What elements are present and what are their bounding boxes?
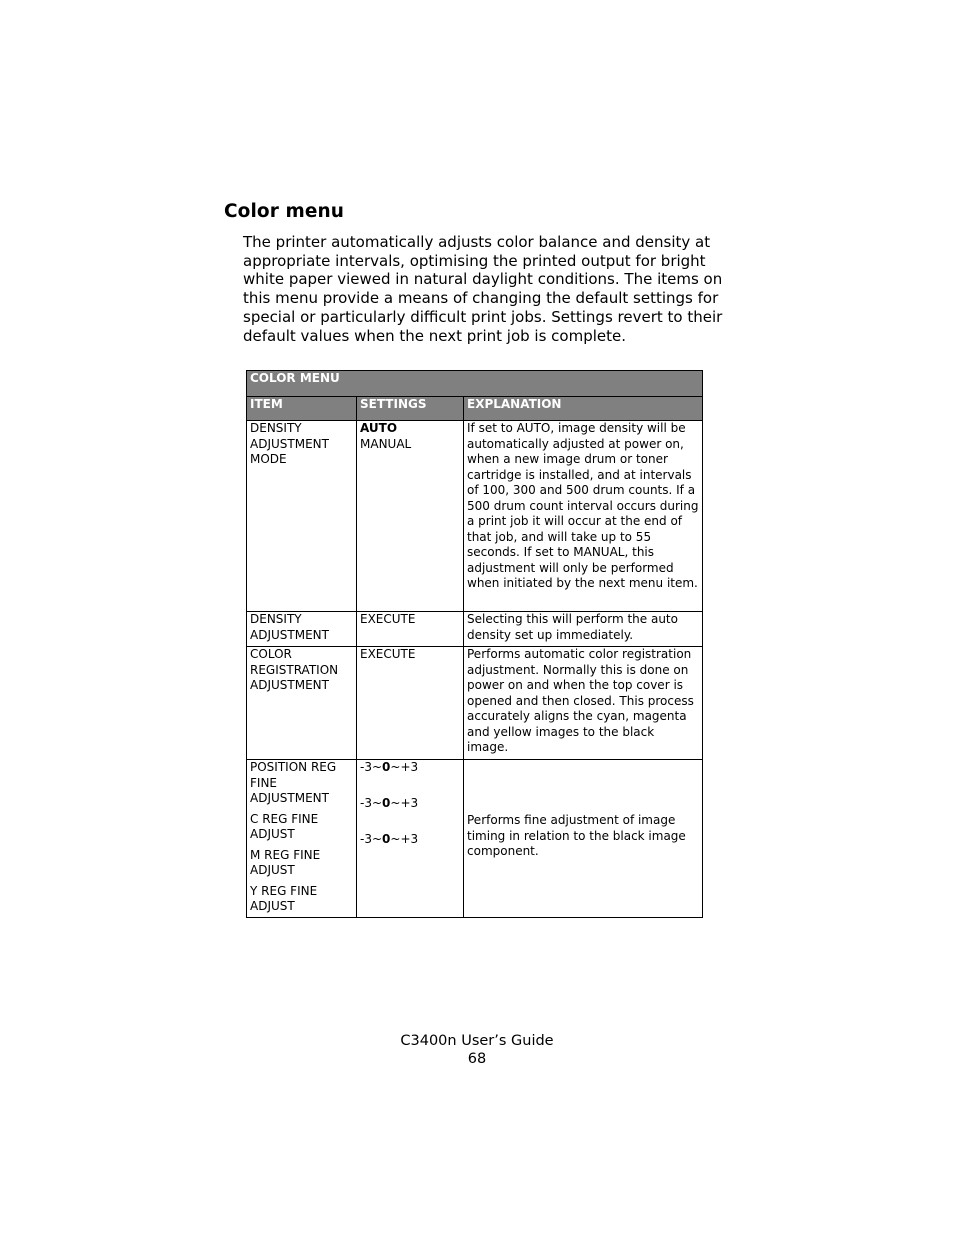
explanation-cell: Performs fine adjustment of image timing in relation to the black image component. <box>464 760 703 918</box>
column-header-explanation: EXPLANATION <box>464 397 703 421</box>
sub-item: C REG FINE ADJUST <box>250 811 319 841</box>
sub-item: POSITION REG FINE ADJUSTMENT <box>250 760 337 805</box>
sub-item: M REG FINE ADJUST <box>250 847 321 877</box>
item-cell: DENSITY ADJUSTMENT MODE <box>247 421 357 612</box>
table-header-row <box>247 397 703 421</box>
item-cell: DENSITY ADJUSTMENT <box>247 612 357 647</box>
explanation-cell: Performs automatic color registration adjustment. Normally this is done on power on and when the top cover is opened and then closed. This process accurately aligns the cyan, magenta and yellow images to the black image. <box>464 647 703 760</box>
page-number: 68 <box>467 1050 487 1067</box>
table-row <box>247 612 703 647</box>
settings-cell <box>357 421 464 612</box>
table-title: COLOR MENU <box>247 371 703 397</box>
page-footer <box>0 1033 954 1068</box>
table-row <box>247 760 703 918</box>
explanation-cell: If set to AUTO, image density will be automatically adjusted at power on, when a new image drum or toner cartridge is installed, and at intervals of 100, 300 and 500 drum counts. If a 500 drum count interval occurs during a print job it will occur at the end of that job, and will take up to 55 seconds. If set to MANUAL, this adjustment will only be performed when initiated by the next menu item. <box>464 421 703 612</box>
column-header-item: ITEM <box>247 397 357 421</box>
color-menu-table <box>246 370 703 918</box>
section-heading: Color menu <box>224 201 345 222</box>
guide-title: C3400n User’s Guide <box>400 1033 554 1049</box>
explanation-cell: Selecting this will perform the auto density set up immediately. <box>464 612 703 647</box>
settings-cell <box>357 647 464 760</box>
settings-cell <box>357 612 464 647</box>
column-header-settings: SETTINGS <box>357 397 464 421</box>
setting-range: -3~0~+3 <box>360 832 419 846</box>
table-row <box>247 647 703 760</box>
intro-paragraph: The printer automatically adjusts color balance and density at appropriate intervals, optimising the printed output for bright white paper viewed in natural daylight conditions. The items on this menu provide a means of changing the default settings for special or particularly difficult print jobs. Settings revert to their default values when the next print job is complete. <box>243 233 723 345</box>
setting-option: EXECUTE <box>360 612 416 626</box>
item-cell <box>247 760 357 918</box>
table-row <box>247 421 703 612</box>
setting-option: EXECUTE <box>360 647 416 661</box>
sub-item: Y REG FINE ADJUST <box>250 883 318 913</box>
setting-default: AUTO <box>360 421 398 435</box>
item-cell: COLOR REGISTRATION ADJUSTMENT <box>247 647 357 760</box>
setting-range: -3~0~+3 <box>360 760 419 774</box>
settings-cell <box>357 760 464 918</box>
setting-range: -3~0~+3 <box>360 796 419 810</box>
setting-option: MANUAL <box>360 436 412 451</box>
table-title-row <box>247 371 703 397</box>
